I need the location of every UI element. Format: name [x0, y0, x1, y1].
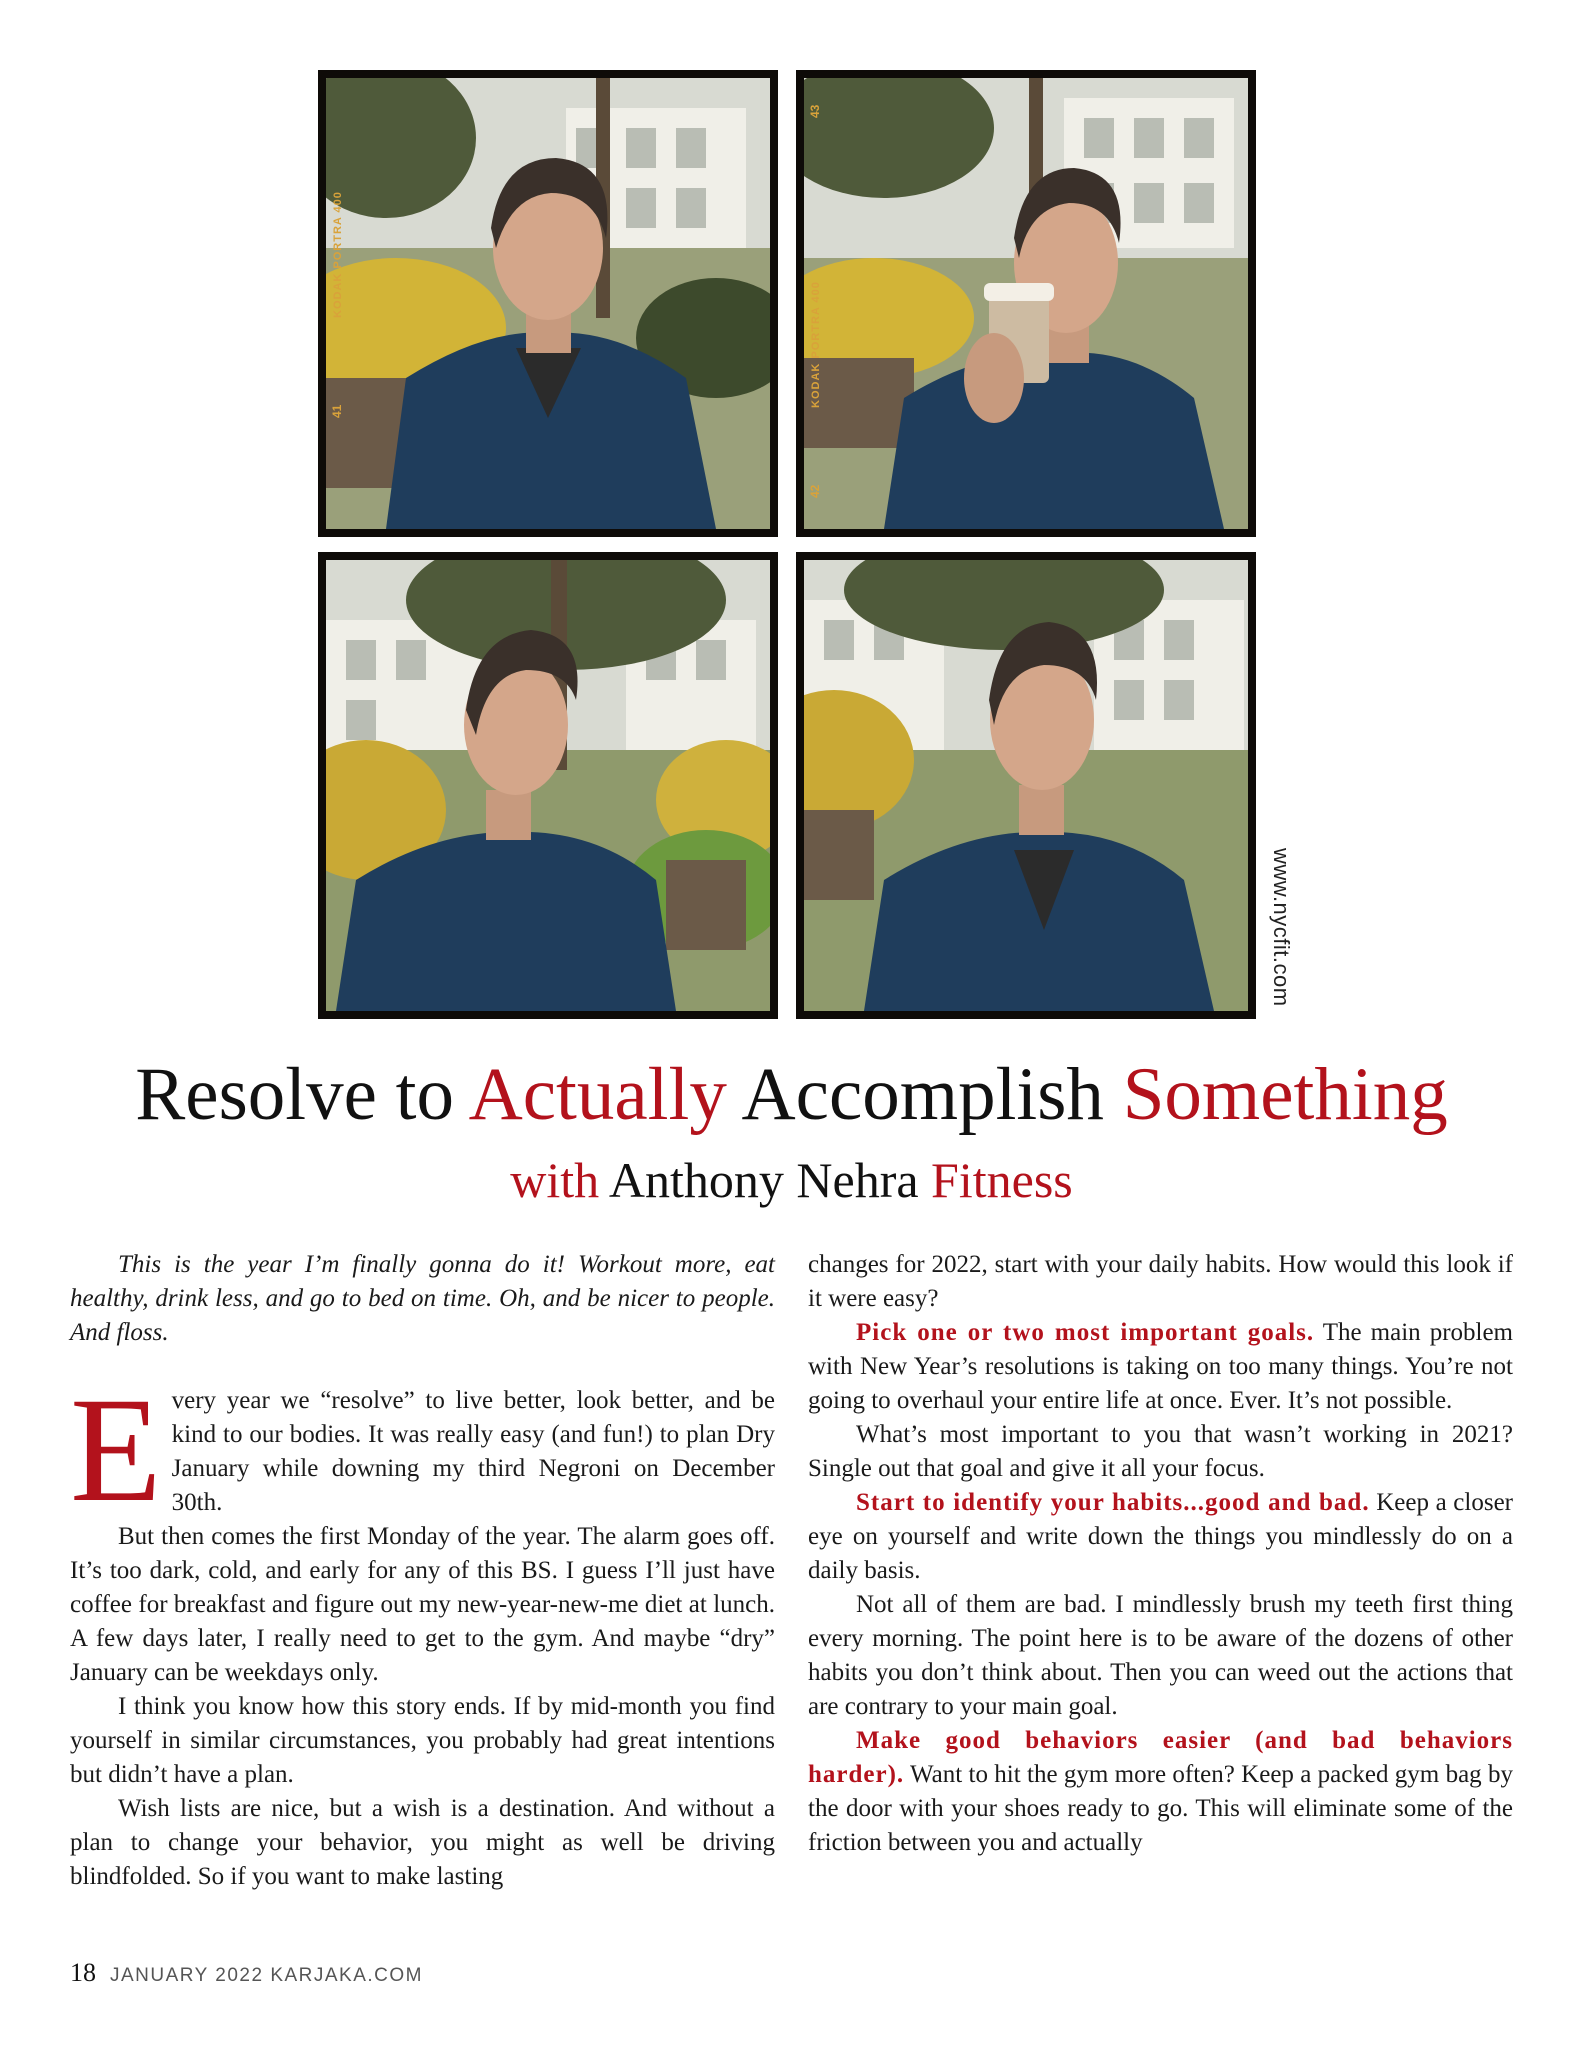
section-highlight: Start to identify your habits...good and bad.	[856, 1489, 1370, 1516]
portrait-photo	[326, 560, 770, 1011]
article-column-left	[70, 1248, 775, 1894]
body-paragraph: But then comes the first Monday of the year. The alarm goes off. It’s too dark, cold, and early for any of this BS. I guess I’ll just have coffee for breakfast and figure out my new-year-new-me diet at lunch. A few days later, I really need to get to the gym. And maybe “dry” January can be weekdays only.	[70, 1523, 775, 1686]
body-paragraph: Not all of them are bad. I mindlessly brush my teeth first thing every morning. The point here is to be aware of the dozens of other habits you don’t think about. Then you can weed out the actions that are contrary to your main goal.	[808, 1591, 1513, 1720]
subhead-part: Anthony Nehra	[599, 1152, 932, 1208]
photo-frame-top-right	[796, 70, 1256, 537]
body-paragraph	[808, 1316, 1513, 1418]
photo-frame-top-left	[318, 70, 778, 537]
photo-credit-website: www.nycfit.com	[1269, 848, 1294, 1007]
article-subhead	[0, 1150, 1583, 1210]
paragraph-text: The main problem with New Year’s resolutions is taking on too many things. You’re not going to overhaul your entire life at once. Ever. It’s not possible.	[808, 1319, 1514, 1414]
issue-label: JANUARY 2022 KARJAKA.COM	[110, 1965, 424, 1986]
body-paragraph: What’s most important to you that wasn’t working in 2021? Single out that goal and give it all your focus.	[808, 1421, 1513, 1482]
frame-number: 42	[808, 484, 822, 498]
drop-cap: E	[70, 1367, 162, 1533]
section-highlight: Pick one or two most important goals.	[856, 1319, 1315, 1346]
headline-part: Accomplish	[726, 1053, 1123, 1136]
article-column-right	[808, 1248, 1513, 1860]
headline-accent: Something	[1122, 1053, 1448, 1136]
headline-part: Resolve to	[135, 1053, 469, 1136]
paragraph-text: Want to hit the gym more often? Keep a packed gym bag by the door with your shoes ready to go. This will eliminate some of the friction between you and actually	[808, 1761, 1513, 1856]
photo-frame-bottom-left	[318, 552, 778, 1019]
subhead-accent: with	[510, 1152, 600, 1208]
portrait-photo	[804, 78, 1248, 529]
body-paragraph: I think you know how this story ends. If by mid-month you find yourself in similar circumstances, you probably had great intentions but didn’t have a plan.	[70, 1693, 775, 1788]
section-highlight: Make good behaviors easier (and bad behaviors harder).	[808, 1727, 1513, 1788]
subhead-accent: Fitness	[931, 1152, 1073, 1208]
article-headline	[0, 1050, 1583, 1140]
frame-number: 43	[808, 104, 822, 118]
body-paragraph: changes for 2022, start with your daily habits. How would this look if it were easy?	[808, 1251, 1513, 1312]
body-paragraph: Wish lists are nice, but a wish is a destination. And without a plan to change your behavior, you might as well be driving blindfolded. So if you want to make lasting	[70, 1795, 775, 1890]
paragraph-text: Keep a closer eye on yourself and write down the things you mindlessly do on a daily basis.	[808, 1489, 1513, 1584]
portrait-photo	[326, 78, 770, 529]
intro-paragraph: This is the year I’m finally gonna do it! Workout more, eat healthy, drink less, and go to bed on time. Oh, and be nicer to people. And floss.	[70, 1251, 775, 1346]
photo-frame-bottom-right	[796, 552, 1256, 1019]
page-footer	[70, 1958, 423, 1988]
paragraph-text: very year we “resolve” to live better, look better, and be kind to our bodies. It was really easy (and fun!) to plan Dry January while downing my third Negroni on December 30th.	[171, 1387, 775, 1516]
film-stock-label: KODAK PORTRA 400	[810, 281, 822, 408]
film-stock-label: KODAK PORTRA 400	[332, 191, 344, 318]
opening-paragraph	[70, 1367, 775, 1533]
body-paragraph	[808, 1486, 1513, 1588]
page-number: 18	[70, 1958, 96, 1987]
body-paragraph	[808, 1724, 1513, 1860]
headline-accent: Actually	[468, 1053, 727, 1136]
portrait-photo	[804, 560, 1248, 1011]
frame-number: 41	[330, 404, 344, 418]
